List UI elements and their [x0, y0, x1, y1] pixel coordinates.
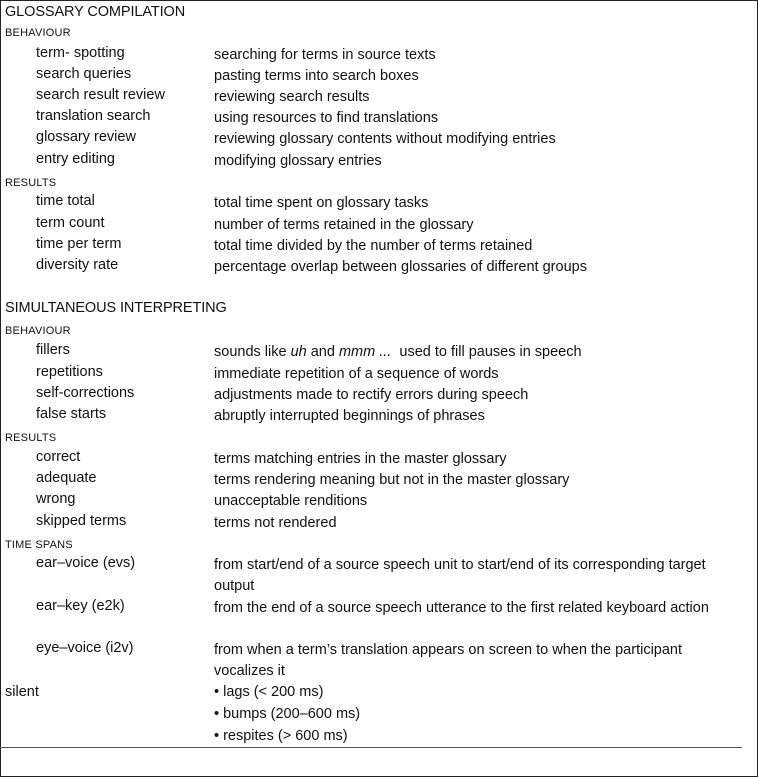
definition: using resources to find translations: [214, 110, 439, 126]
definition: reviewing search results: [214, 89, 370, 105]
term: entry editing: [36, 151, 115, 167]
definition: from start/end of a source speech unit to start/end of its corresponding target output: [214, 557, 706, 594]
definition: abruptly interrupted beginnings of phrases: [214, 408, 485, 424]
term: glossary review: [36, 129, 136, 145]
section-title-glossary: GLOSSARY COMPILATION: [5, 4, 186, 20]
definition: percentage overlap between glossaries of different groups: [214, 259, 587, 275]
section-title-interpreting: SIMULTANEOUS INTERPRETING: [5, 300, 227, 316]
definition: adjustments made to rectify errors during speech: [214, 387, 529, 403]
definition-text: used to fill pauses in speech: [391, 344, 582, 360]
definition: immediate repetition of a sequence of words: [214, 366, 499, 382]
term: self-corrections: [36, 385, 135, 401]
definition: searching for terms in source texts: [214, 47, 436, 63]
term: wrong: [36, 491, 76, 507]
bullet-item: • lags (< 200 ms): [214, 684, 324, 700]
definition: total time divided by the number of terms retained: [214, 238, 533, 254]
subheading-results: RESULTS: [5, 432, 57, 444]
definition: pasting terms into search boxes: [214, 68, 419, 84]
term: diversity rate: [36, 257, 119, 273]
subheading-behaviour: BEHAVIOUR: [5, 27, 71, 39]
term: adequate: [36, 470, 97, 486]
bullet-item: • respites (> 600 ms): [214, 728, 348, 744]
bullet-item: • bumps (200–600 ms): [214, 706, 361, 722]
subheading-results: RESULTS: [5, 177, 57, 189]
subheading-behaviour: BEHAVIOUR: [5, 325, 71, 337]
definition: modifying glossary entries: [214, 153, 382, 169]
definition: terms not rendered: [214, 515, 337, 531]
definition: number of terms retained in the glossary: [214, 217, 474, 233]
term: ear–voice (evs): [36, 555, 136, 571]
subheading-time-spans: TIME SPANS: [5, 539, 73, 551]
definition: from the end of a source speech utterance to the first related keyboard action: [214, 600, 709, 616]
term: term count: [36, 215, 105, 231]
bottom-rule: [0, 747, 742, 748]
term: fillers: [36, 342, 70, 358]
term: time per term: [36, 236, 122, 252]
term: search queries: [36, 66, 132, 82]
term: translation search: [36, 108, 151, 124]
definition-text: and: [306, 344, 339, 360]
definition: from when a term’s translation appears on screen to when the participant vocalizes it: [214, 642, 683, 679]
definition: total time spent on glossary tasks: [214, 195, 429, 211]
term: false starts: [36, 406, 107, 422]
definition: terms matching entries in the master glossary: [214, 451, 507, 467]
term: time total: [36, 193, 95, 209]
term: skipped terms: [36, 513, 127, 529]
term: eye–voice (i2v): [36, 640, 134, 656]
term: ear–key (e2k): [36, 598, 125, 614]
term: term- spotting: [36, 45, 125, 61]
definition-emphasis: uh: [290, 344, 307, 360]
definition: reviewing glossary contents without modifying entries: [214, 131, 556, 147]
definition: unacceptable renditions: [214, 493, 368, 509]
term: search result review: [36, 87, 165, 103]
definition-emphasis: mmm ...: [338, 344, 392, 360]
term: repetitions: [36, 364, 103, 380]
term: silent: [5, 684, 39, 700]
term: correct: [36, 449, 81, 465]
definition: [214, 342, 744, 363]
definition: terms rendering meaning but not in the master glossary: [214, 472, 570, 488]
definition-text: sounds like: [214, 344, 291, 360]
